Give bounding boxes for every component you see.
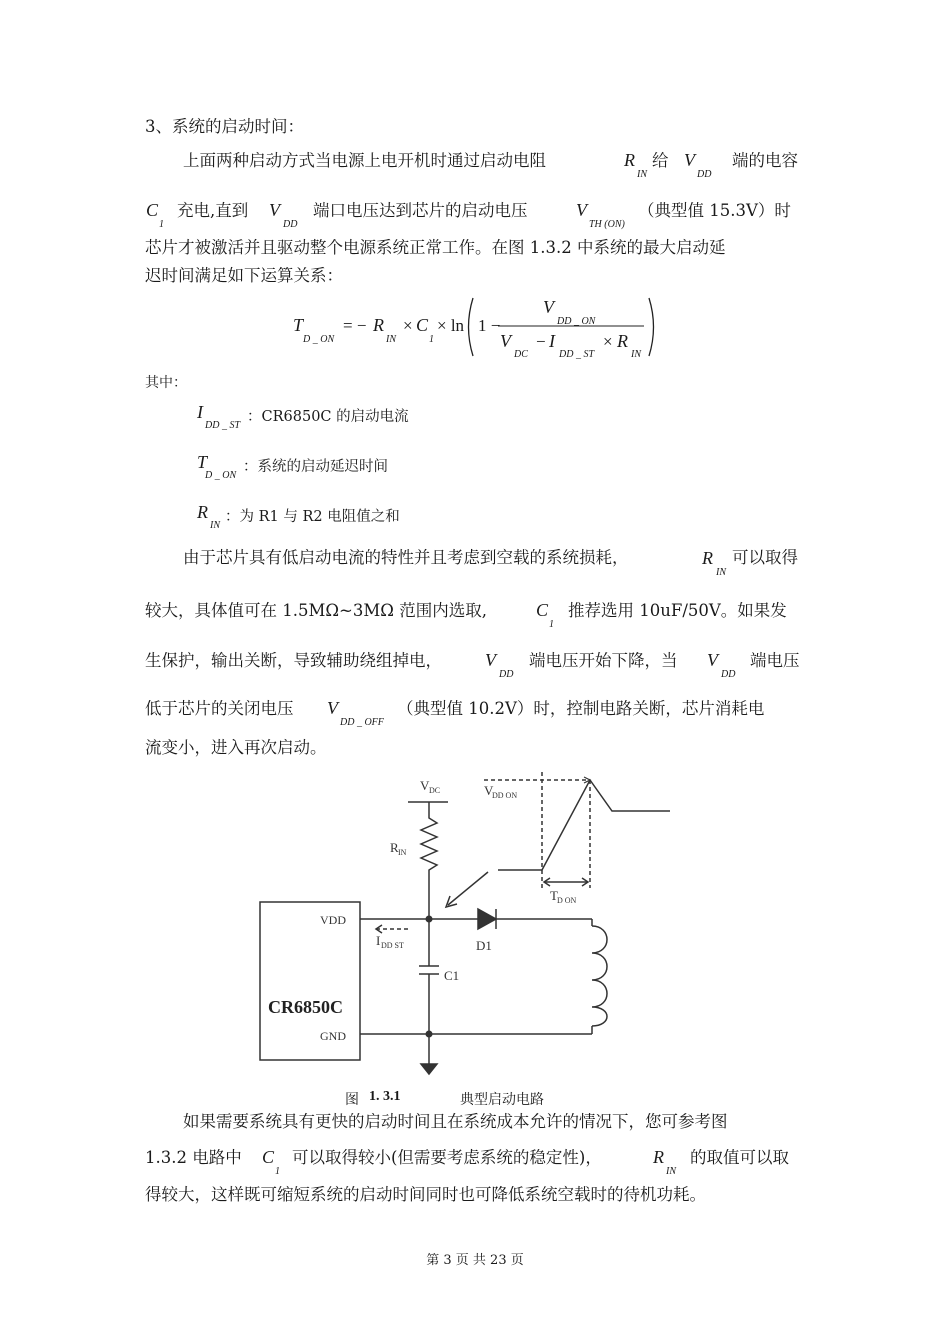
- subscript-1: 1: [275, 1166, 280, 1177]
- pin-vdd-label: VDD: [320, 913, 346, 927]
- def-sub-ddst: DD _ ST: [205, 420, 241, 431]
- page-footer: 第 3 页 共 23 页: [426, 1253, 524, 1268]
- inductor-coil: [592, 926, 607, 1026]
- para1-text-e: 端口电压达到芯片的启动电压: [313, 201, 528, 220]
- pin-gnd-label: GND: [320, 1029, 346, 1043]
- formula-sub-dc: DC: [514, 349, 528, 360]
- formula-sub-ddst: DD _ ST: [559, 349, 595, 360]
- c1-label: C1: [444, 968, 460, 983]
- vdc-label: V: [420, 778, 430, 793]
- para1-line3: 芯片才被激活并且驱动整个电源系统正常工作。在图 1.3.2 中系统的最大启动延: [145, 238, 726, 257]
- para2-text-j: 流变小，进入再次启动。: [145, 738, 327, 757]
- rin-sub: IN: [398, 848, 407, 857]
- where-label: 其中：: [145, 375, 187, 391]
- vdc-sub: DC: [429, 786, 441, 795]
- subscript-dd: DD: [499, 669, 514, 680]
- tdon-label: T: [550, 888, 558, 903]
- symbol-v: V: [269, 200, 280, 220]
- formula-r: R: [617, 331, 628, 351]
- subscript-in: IN: [716, 567, 726, 578]
- formula-one-minus: 1 −: [478, 316, 501, 335]
- para1-text-d: 充电,直到: [177, 201, 249, 220]
- formula-sub-in: IN: [386, 334, 396, 345]
- para1-line4: 迟时间满足如下运算关系：: [145, 266, 343, 285]
- formula-times-ln: × ln: [437, 316, 465, 335]
- formula-t: T: [293, 315, 304, 335]
- def-sub-in: IN: [210, 520, 220, 531]
- figure-caption-title: 典型启动电路: [460, 1092, 544, 1108]
- formula-sub-don: D _ ON: [303, 334, 335, 345]
- ground-symbol: [421, 1064, 437, 1074]
- formula-sub-1: 1: [429, 334, 434, 345]
- tdon-sub: D ON: [557, 896, 577, 905]
- idd-label: I: [376, 933, 381, 948]
- startup-circuit-diagram: [250, 768, 670, 1078]
- subscript-dd: DD: [283, 219, 298, 230]
- subscript-1: 1: [549, 619, 554, 630]
- para1-text-a: 上面两种启动方式当电源上电开机时通过启动电阻: [183, 151, 546, 170]
- symbol-c: C: [146, 200, 159, 220]
- resistor-rin: [421, 813, 437, 878]
- def-sub-don: D _ ON: [205, 470, 237, 481]
- def-rin-text: ：为 R1 与 R2 电阻值之和: [225, 509, 400, 525]
- formula-v: V: [543, 297, 554, 317]
- formula-equals-minus: = −: [343, 316, 367, 335]
- formula-c: C: [416, 315, 429, 335]
- section-heading: 3、系统的启动时间：: [145, 117, 304, 136]
- chip-label: CR6850C: [268, 997, 343, 1017]
- subscript-dd: DD: [697, 169, 712, 180]
- formula-i: I: [549, 331, 555, 351]
- para2-text-g: 端电压: [750, 651, 800, 670]
- symbol-v: V: [485, 650, 496, 670]
- subscript-in: IN: [637, 169, 647, 180]
- symbol-r: R: [653, 1147, 664, 1167]
- para3-text-a: 1.3.2 电路中: [145, 1148, 242, 1167]
- symbol-c: C: [536, 600, 549, 620]
- para3-text-b: 可以取得较小(但需要考虑系统的稳定性)，: [292, 1148, 602, 1167]
- formula-v: V: [500, 331, 511, 351]
- waveform: [498, 780, 670, 870]
- para2-text-i: （典型值 10.2V）时，控制电路关断，芯片消耗电: [397, 699, 765, 718]
- rin-label: R: [390, 840, 399, 855]
- figure-caption-label: 图: [345, 1092, 359, 1108]
- symbol-v: V: [684, 150, 695, 170]
- para3-text-c: 的取值可以取: [690, 1148, 789, 1167]
- formula-minus: −: [536, 332, 546, 351]
- symbol-c: C: [262, 1147, 275, 1167]
- def-idd-text: ：CR6850C 的启动电流: [247, 409, 409, 425]
- formula-sub-in: IN: [631, 349, 641, 360]
- para3-line3: 得较大，这样既可缩短系统的启动时间同时也可降低系统空载时的待机功耗。: [145, 1185, 706, 1204]
- idd-sub: DD ST: [381, 941, 404, 950]
- symbol-v: V: [576, 200, 587, 220]
- d1-label: D1: [476, 938, 492, 953]
- def-r: R: [197, 502, 208, 522]
- subscript-dd-off: DD _ OFF: [340, 717, 384, 728]
- def-i: I: [197, 402, 203, 422]
- formula-sub-ddon: DD _ ON: [557, 316, 596, 327]
- def-t: T: [197, 452, 208, 472]
- para2-text-c: 较大，具体值可在 1.5MΩ~3MΩ 范围内选取,: [145, 601, 487, 620]
- para1-text-c: 端的电容: [732, 151, 798, 170]
- figure-caption-number: 1. 3.1: [369, 1089, 401, 1104]
- symbol-r: R: [702, 548, 713, 568]
- symbol-v: V: [707, 650, 718, 670]
- diode-d1: [478, 909, 496, 929]
- formula-times: ×: [403, 316, 413, 335]
- subscript-1: 1: [159, 219, 164, 230]
- formula-r: R: [373, 315, 384, 335]
- para2-text-e: 生保护，输出关断，导致辅助绕组掉电，: [145, 651, 442, 670]
- para2-text-a: 由于芯片具有低启动电流的特性并且考虑到空载的系统损耗，: [183, 548, 629, 567]
- subscript-dd: DD: [721, 669, 736, 680]
- para1-text-f: （典型值 15.3V）时: [638, 201, 791, 220]
- symbol-v: V: [327, 698, 338, 718]
- para2-text-f: 端电压开始下降，当: [529, 651, 678, 670]
- subscript-in: IN: [666, 1166, 676, 1177]
- subscript-th-on: TH (ON): [589, 219, 625, 230]
- symbol-r: R: [624, 150, 635, 170]
- vddon-label: V: [484, 783, 494, 798]
- formula-times: ×: [603, 332, 613, 351]
- para1-text-b: 给: [652, 151, 669, 170]
- para2-text-b: 可以取得: [732, 548, 798, 567]
- para3-line1: 如果需要系统具有更快的启动时间且在系统成本允许的情况下，您可参考图: [183, 1112, 728, 1131]
- def-tdon-text: ：系统的启动延迟时间: [243, 459, 388, 475]
- para2-text-h: 低于芯片的关闭电压: [145, 699, 294, 718]
- para2-text-d: 推荐选用 10uF/50V。如果发: [568, 601, 787, 620]
- vddon-sub: DD ON: [492, 791, 518, 800]
